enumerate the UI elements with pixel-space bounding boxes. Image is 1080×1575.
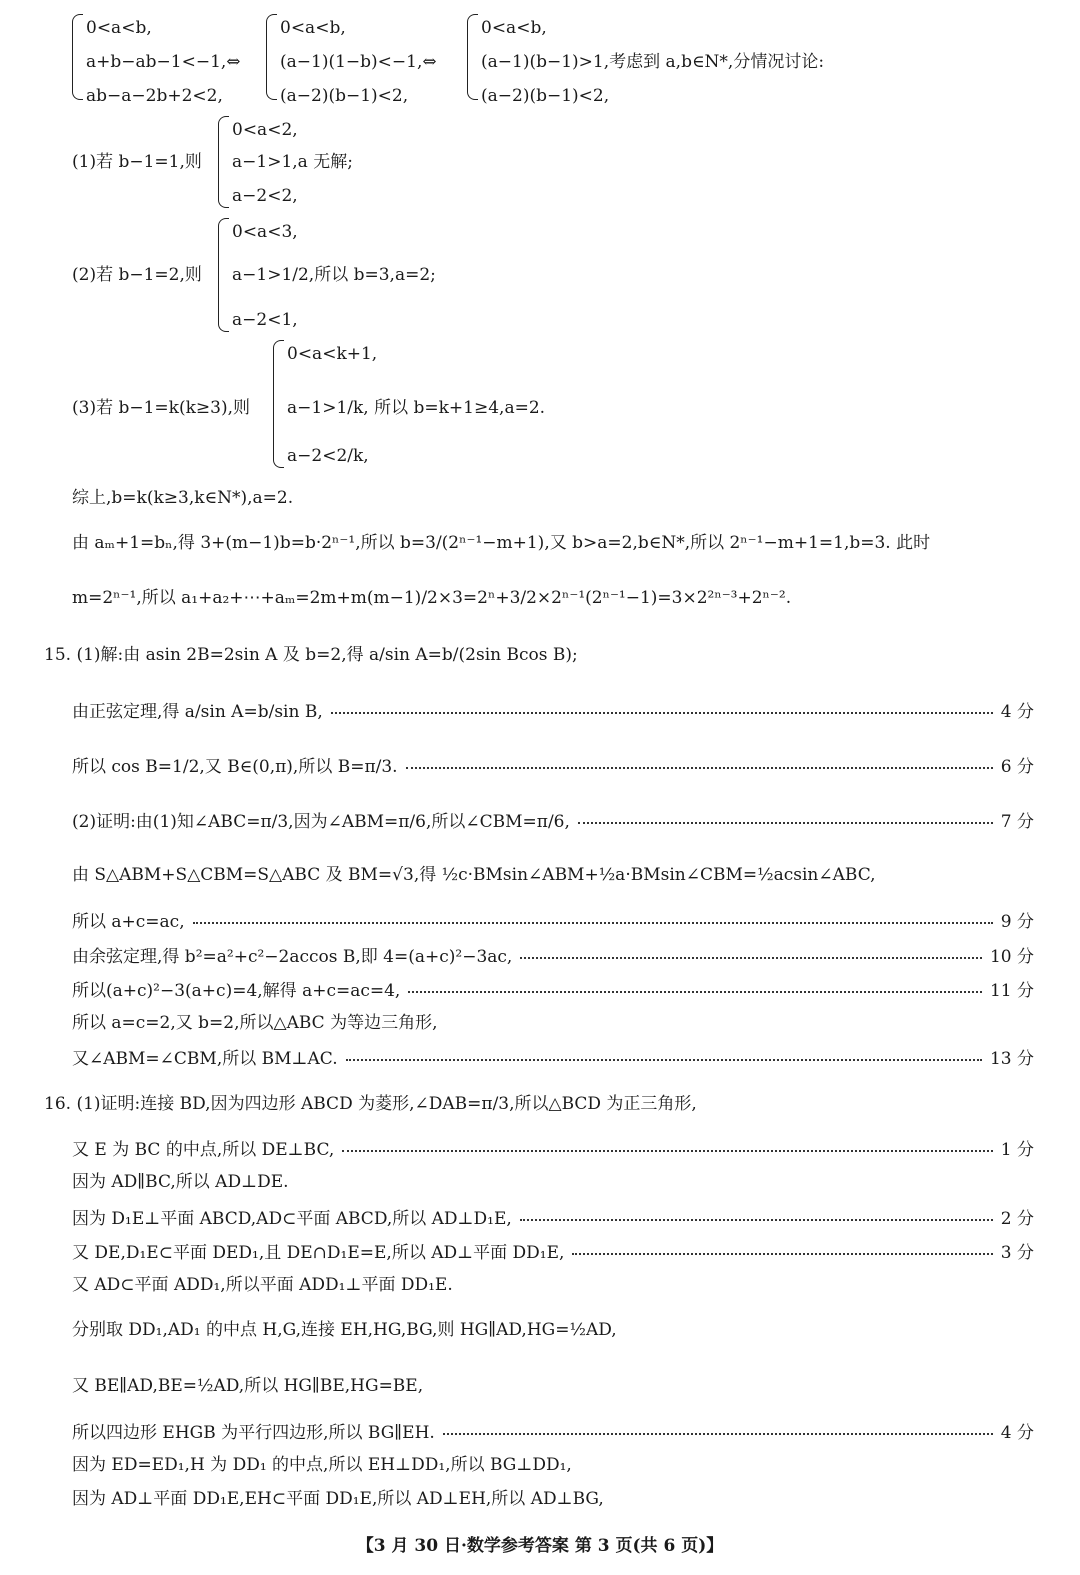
q15-row-sum [72, 908, 1034, 930]
case-2-line-2: a−1>1/2,所以 b=3,a=2; [232, 265, 436, 285]
q16-row-text: 因为 D₁E⊥平面 ABCD,AD⊂平面 ABCD,所以 AD⊥D₁E, [72, 1208, 512, 1229]
leader-dots [406, 767, 993, 769]
q16-row-plane [72, 1239, 1034, 1261]
q15-row-cosine [72, 943, 1034, 965]
leader-dots [520, 957, 982, 959]
brace-case-1 [218, 116, 229, 208]
system-2-line-1: 0<a<b, [280, 18, 346, 38]
score: 4 分 [1000, 1422, 1034, 1443]
q15-row-text: 所以(a+c)²−3(a+c)=4,解得 a+c=ac=4, [72, 980, 401, 1001]
q15-row-solve [72, 977, 1034, 999]
q15-row-text: 由余弦定理,得 b²=a²+c²−2accos B,即 4=(a+c)²−3ac, [72, 946, 513, 967]
q16-midpoints-line: 分别取 DD₁,AD₁ 的中点 H,G,连接 EH,HG,BG,则 HG∥AD,HG=½AD, [72, 1320, 617, 1340]
score: 2 分 [1000, 1208, 1034, 1229]
q15-area-line: 由 S△ABM+S△CBM=S△ABC 及 BM=√3,得 ½c·BMsin∠ABM+½a·BMsin∠CBM=½acsin∠ABC, [72, 865, 876, 885]
brace-case-3 [273, 340, 284, 468]
case-3-lead: (3)若 b−1=k(k≥3),则 [72, 398, 251, 418]
system-3-line-1: 0<a<b, [481, 18, 547, 38]
q16-plane-line: 又 AD⊂平面 ADD₁,所以平面 ADD₁⊥平面 DD₁E. [72, 1275, 453, 1295]
q16-eh-line: 因为 ED=ED₁,H 为 DD₁ 的中点,所以 EH⊥DD₁,所以 BG⊥DD₁, [72, 1455, 572, 1475]
case-1-line-1: 0<a<2, [232, 120, 298, 140]
score: 10 分 [989, 946, 1034, 967]
case-3-line-3: a−2<2/k, [287, 446, 369, 466]
case-1-lead: (1)若 b−1=1,则 [72, 152, 202, 172]
q16-ad-line: 因为 AD∥BC,所以 AD⊥DE. [72, 1172, 289, 1192]
q16-row-d1e [72, 1205, 1034, 1227]
case-1-line-3: a−2<2, [232, 186, 298, 206]
q16-be-line: 又 BE∥AD,BE=½AD,所以 HG∥BE,HG=BE, [72, 1376, 424, 1396]
q16-row-text: 所以四边形 EHGB 为平行四边形,所以 BG∥EH. [72, 1422, 435, 1443]
case-2-lead: (2)若 b−1=2,则 [72, 265, 202, 285]
q15-row-sine [72, 698, 1034, 720]
q15-row-cosb [72, 753, 1034, 775]
q15-equilateral: 所以 a=c=2,又 b=2,所以△ABC 为等边三角形, [72, 1013, 438, 1033]
score: 6 分 [1000, 756, 1034, 777]
q15-row-text: (2)证明:由(1)知∠ABC=π/3,因为∠ABM=π/6,所以∠CBM=π/6, [72, 811, 570, 832]
q16-row-parallelogram [72, 1419, 1034, 1441]
brace-system-1 [72, 14, 83, 100]
q15-row-angle [72, 808, 1034, 830]
system-1-line-1: 0<a<b, [86, 18, 152, 38]
q16-intro: 16. (1)证明:连接 BD,因为四边形 ABCD 为菱形,∠DAB=π/3,所以△BCD 为正三角形, [44, 1094, 697, 1114]
leader-dots [443, 1433, 993, 1435]
leader-dots [193, 922, 993, 924]
brace-system-3 [467, 14, 478, 100]
score: 3 分 [1000, 1242, 1034, 1263]
score: 4 分 [1000, 701, 1034, 722]
leader-dots [578, 822, 993, 824]
case-3-line-1: 0<a<k+1, [287, 344, 378, 364]
score: 1 分 [1000, 1139, 1034, 1160]
q15-row-text: 所以 cos B=1/2,又 B∈(0,π),所以 B=π/3. [72, 756, 398, 777]
q15-row-final [72, 1045, 1034, 1067]
case-2-line-1: 0<a<3, [232, 222, 298, 242]
q16-row-text: 又 E 为 BC 的中点,所以 DE⊥BC, [72, 1139, 335, 1160]
brace-system-2 [266, 14, 277, 100]
q16-bg-line: 因为 AD⊥平面 DD₁E,EH⊂平面 DD₁E,所以 AD⊥EH,所以 AD⊥BG, [72, 1489, 604, 1509]
system-2-line-3: (a−2)(b−1)<2, [280, 86, 409, 106]
score: 9 分 [1000, 911, 1034, 932]
system-3-line-2: (a−1)(b−1)>1,考虑到 a,b∈N*,分情况讨论: [481, 52, 825, 72]
score: 13 分 [989, 1048, 1034, 1069]
summary-line: 综上,b=k(k≥3,k∈N*),a=2. [72, 488, 294, 508]
q15-row-text: 由正弦定理,得 a/sin A=b/sin B, [72, 701, 323, 722]
leader-dots [520, 1219, 993, 1221]
score: 11 分 [989, 980, 1034, 1001]
q15-intro: 15. (1)解:由 asin 2B=2sin A 及 b=2,得 a/sin A=b/(2sin Bcos B); [44, 645, 578, 665]
system-1-line-2: a+b−ab−1<−1,⇔ [86, 52, 241, 72]
case-3-line-2: a−1>1/k, 所以 b=k+1≥4,a=2. [287, 398, 546, 418]
system-1-line-3: ab−a−2b+2<2, [86, 86, 223, 106]
m-line: m=2ⁿ⁻¹,所以 a₁+a₂+⋯+aₘ=2m+m(m−1)/2×3=2ⁿ+3/2×2ⁿ⁻¹(2ⁿ⁻¹−1)=3×2²ⁿ⁻³+2ⁿ⁻². [72, 588, 792, 608]
leader-dots [572, 1253, 992, 1255]
q15-row-text: 所以 a+c=ac, [72, 911, 185, 932]
leader-dots [342, 1150, 992, 1152]
case-1-line-2: a−1>1,a 无解; [232, 152, 353, 172]
am-line: 由 aₘ+1=bₙ,得 3+(m−1)b=b·2ⁿ⁻¹,所以 b=3/(2ⁿ⁻¹−m+1),又 b>a=2,b∈N*,所以 2ⁿ⁻¹−m+1=1,b=3. 此时 [72, 533, 931, 553]
system-3-line-3: (a−2)(b−1)<2, [481, 86, 610, 106]
brace-case-2 [218, 218, 229, 332]
system-2-line-2: (a−1)(1−b)<−1,⇔ [280, 52, 437, 72]
page-footer: 【3 月 30 日·数学参考答案 第 3 页(共 6 页)】 [356, 1536, 724, 1556]
leader-dots [408, 991, 982, 993]
leader-dots [331, 712, 993, 714]
q15-row-text: 又∠ABM=∠CBM,所以 BM⊥AC. [72, 1048, 338, 1069]
score: 7 分 [1000, 811, 1034, 832]
leader-dots [346, 1059, 982, 1061]
q16-row-midpoint [72, 1136, 1034, 1158]
q16-row-text: 又 DE,D₁E⊂平面 DED₁,且 DE∩D₁E=E,所以 AD⊥平面 DD₁E, [72, 1242, 565, 1263]
case-2-line-3: a−2<1, [232, 310, 298, 330]
